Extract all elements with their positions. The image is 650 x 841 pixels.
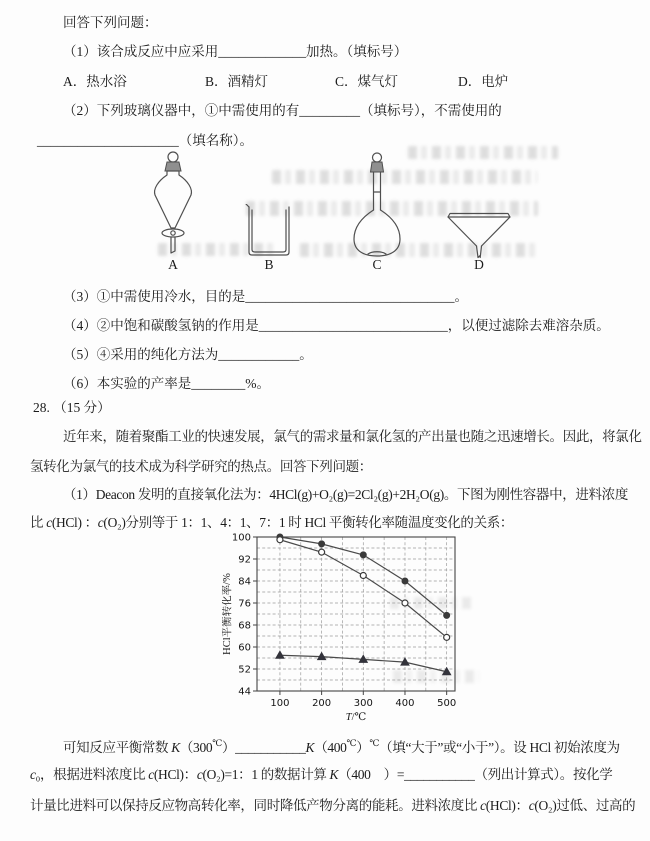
q27-intro: 回答下列问题：: [63, 15, 158, 30]
apparatus-label-b: B: [264, 257, 274, 272]
q28-paragraph-line2: 氢转化为氯气的技术成为科学研究的热点。回答下列问题：: [30, 459, 372, 474]
q28-text-line3: 计量比进料可以保持反应物高转化率，同时降低产物分离的能耗。进料浓度比 c(HCl)：c(O₂)过低、过高的: [30, 798, 636, 813]
svg-text:100: 100: [270, 698, 290, 709]
q27-item2-line1: （2）下列玻璃仪器中，①中需使用的有_________（填标号），不需使用的: [63, 103, 502, 118]
svg-text:76: 76: [238, 598, 251, 610]
svg-text:100: 100: [231, 532, 251, 544]
q27-item1: （1）该合成反应中应采用_____________加热。（填标号）: [63, 44, 408, 59]
svg-text:400: 400: [395, 698, 415, 709]
svg-text:84: 84: [238, 576, 251, 588]
svg-text:68: 68: [238, 620, 251, 632]
svg-text:92: 92: [238, 554, 251, 566]
svg-text:T/℃: T/℃: [345, 712, 367, 723]
bleedthrough-smudge: [408, 146, 558, 159]
q27-item4: （4）②中饱和碳酸氢钠的作用是____________________________，以便过滤除去难溶杂质。: [63, 318, 610, 333]
q28-heading: 28. （15 分）: [33, 400, 111, 415]
svg-text:44: 44: [238, 686, 251, 698]
q28-item1-line1: （1）Deacon 发明的直接氧化法为：4HCl(g)+O₂(g)=2Cl₂(g)+2H₂O(g)。下图为刚性容器中，进料浓度: [63, 487, 628, 502]
funnel-icon: [447, 200, 511, 265]
q28-text-line2: c₀，根据进料浓度比 c(HCl)：c(O₂)=1：1 的数据计算 K（400 ）=___________（列出计算式）。按化学: [30, 767, 613, 782]
separatory-funnel-icon: [144, 151, 202, 262]
svg-text:300: 300: [353, 698, 373, 709]
q27-item5: （5）④采用的纯化方法为____________。: [63, 347, 313, 362]
q27-item6: （6）本实验的产率是________%。: [63, 376, 270, 391]
q27-option-c: C．煤气灯: [335, 74, 399, 89]
q27-item2-line2: _____________________（填名称）。: [37, 133, 253, 148]
svg-text:200: 200: [312, 698, 332, 709]
svg-text:60: 60: [238, 642, 251, 654]
svg-text:52: 52: [238, 664, 251, 676]
volumetric-flask-icon: [349, 152, 405, 263]
hcl-conversion-chart-svg: [222, 528, 480, 732]
apparatus-label-a: A: [168, 257, 178, 272]
svg-text:HCl平衡转化率/%: HCl平衡转化率/%: [222, 573, 233, 655]
hcl-conversion-chart: [222, 528, 480, 732]
q27-option-b: B．酒精灯: [205, 74, 269, 89]
q27-option-d: D．电炉: [458, 74, 509, 89]
q27-item3: （3）①中需使用冷水，目的是_______________________________。: [63, 289, 468, 304]
apparatus-label-c: C: [372, 257, 382, 272]
q27-option-a: A．热水浴: [63, 74, 127, 89]
beaker-icon: [244, 204, 294, 263]
svg-text:500: 500: [437, 698, 457, 709]
q28-paragraph-line1: 近年来，随着聚酯工业的快速发展，氯气的需求量和氯化氢的产出量也随之迅速增长。因此，将氯化: [63, 429, 642, 444]
q28-item1-line2: 比 c(HCl) ：c(O₂)分别等于 1：1、4：1、7：1 时 HCl 平衡转化率随温度变化的关系：: [30, 515, 514, 530]
apparatus-label-d: D: [474, 257, 484, 272]
q28-text-line1: 可知反应平衡常数 K（300℃）___________K（400℃）℃（填“大于”或“小于”）。设 HCl 初始浓度为: [63, 738, 620, 755]
